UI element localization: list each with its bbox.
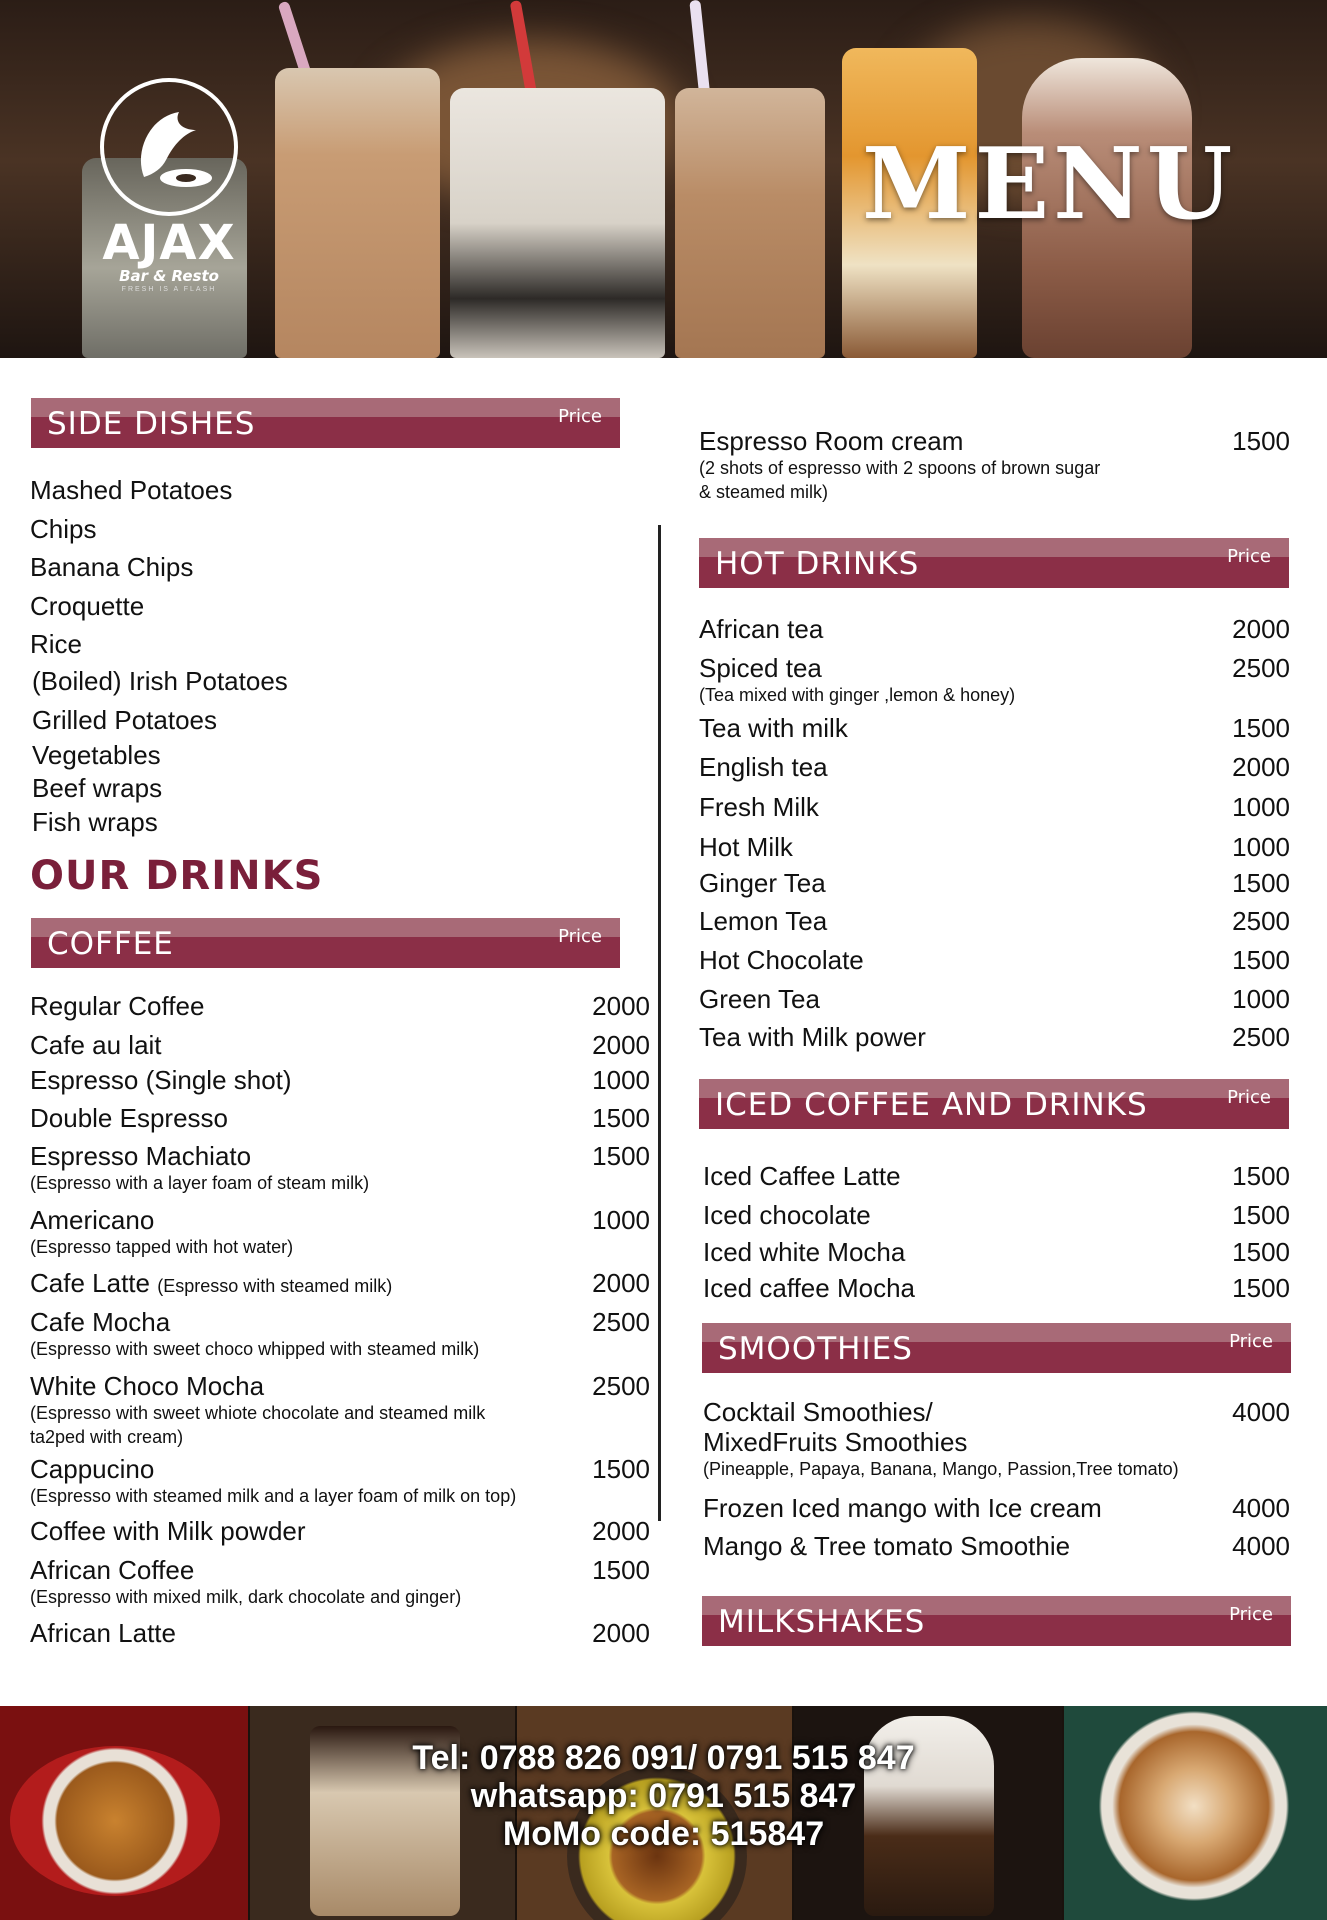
item-price: 1500 [1232, 426, 1290, 456]
brand-subtitle: Bar & Resto [119, 267, 219, 285]
item-price: 4000 [1232, 1397, 1290, 1427]
column-divider [658, 525, 661, 1521]
item-price: 1000 [592, 1065, 650, 1095]
list-item: Croquette [30, 591, 145, 621]
menu-item: Fresh Milk 1000 [699, 792, 1290, 822]
list-item: Vegetables [32, 740, 161, 770]
list-item: Rice [30, 629, 83, 659]
item-price: 1500 [592, 1141, 650, 1171]
list-item: Grilled Potatoes [32, 705, 217, 735]
item-price: 2500 [592, 1371, 650, 1401]
menu-item: Double Espresso 1500 [30, 1103, 650, 1133]
item-price: 2500 [1232, 1022, 1290, 1052]
item-price: 4000 [1232, 1531, 1290, 1561]
item-price: 2000 [592, 1268, 650, 1298]
menu-item: Frozen Iced mango with Ice cream 4000 [703, 1493, 1290, 1523]
menu-item: Tea with Milk power 2500 [699, 1022, 1290, 1052]
section-title: ICED COFFEE AND DRINKS [715, 1087, 1148, 1123]
momo-code: MoMo code: 515847 [502, 1815, 825, 1853]
menu-item: Mango & Tree tomato Smoothie 4000 [703, 1531, 1290, 1561]
item-price: 2000 [592, 1030, 650, 1060]
item-price: 1000 [1232, 792, 1290, 822]
section-bar-iced-coffee [699, 1079, 1289, 1129]
section-bar-hot-drinks [699, 538, 1289, 588]
item-price: 1500 [1232, 868, 1290, 898]
brand-tagline: FRESH IS A FLASH [121, 286, 217, 293]
contact-info [0, 1739, 1327, 1853]
menu-item: Espresso Machiato (Espresso with a layer foam of steam milk) 1500 [30, 1141, 650, 1193]
menu-item: Lemon Tea 2500 [699, 906, 1290, 936]
menu-item: Cappucino (Espresso with steamed milk and a layer foam of milk on top) 1500 [30, 1454, 650, 1506]
item-price: 1500 [592, 1103, 650, 1133]
item-description: (Espresso with mixed milk, dark chocolate and ginger) [30, 1587, 462, 1607]
item-price: 2000 [592, 1618, 650, 1648]
menu-item: Cafe Mocha (Espresso with sweet choco whipped with steamed milk) 2500 [30, 1307, 650, 1359]
item-price: 2000 [592, 1516, 650, 1546]
menu-item: English tea 2000 [699, 752, 1290, 782]
item-price: 1500 [592, 1454, 650, 1484]
menu-item: African tea 2000 [699, 614, 1290, 644]
price-header: Price [1229, 1604, 1273, 1625]
menu-item: Cafe au lait 2000 [30, 1030, 650, 1060]
logo-emblem-icon [100, 78, 238, 216]
section-bar-smoothies [702, 1323, 1291, 1373]
item-price: 2000 [592, 991, 650, 1021]
list-item: (Boiled) Irish Potatoes [32, 666, 288, 696]
price-header: Price [1227, 546, 1271, 567]
item-price: 1500 [1232, 1237, 1290, 1267]
menu-item: Regular Coffee 2000 [30, 991, 650, 1021]
whatsapp-number: whatsapp: 0791 515 847 [470, 1777, 857, 1815]
price-header: Price [1227, 1087, 1271, 1108]
item-price: 1500 [592, 1555, 650, 1585]
item-description: (Espresso with a layer foam of steam milk) [30, 1173, 370, 1193]
item-description: (Pineapple, Papaya, Banana, Mango, Passion,Tree tomato) [703, 1459, 1179, 1479]
item-description: (Tea mixed with ginger ,lemon & honey) [699, 685, 1016, 705]
menu-item: Cocktail Smoothies/ MixedFruits Smoothies (Pineapple, Papaya, Banana, Mango, Passion,Tree tomato) 4000 [703, 1397, 1290, 1479]
brand-name: AJAX [102, 215, 236, 271]
menu-item: Hot Chocolate 1500 [699, 945, 1290, 975]
menu-item: Iced chocolate 1500 [703, 1200, 1290, 1230]
item-description: ta2ped with cream) [30, 1427, 184, 1447]
item-price: 1500 [1232, 1273, 1290, 1303]
phone-numbers: Tel: 0788 826 091/ 0791 515 847 [412, 1739, 915, 1777]
section-bar-milkshakes [702, 1596, 1291, 1646]
section-title: SMOOTHIES [718, 1331, 913, 1367]
list-item: Chips [30, 514, 97, 544]
item-price: 1000 [1232, 832, 1290, 862]
item-price: 2000 [1232, 614, 1290, 644]
price-header: Price [558, 406, 602, 427]
item-price: 1500 [1232, 1200, 1290, 1230]
item-description: (Espresso tapped with hot water) [30, 1237, 294, 1257]
glass-iced-coffee-image [675, 88, 825, 358]
menu-item: Spiced tea (Tea mixed with ginger ,lemon & honey) 2500 [699, 653, 1290, 705]
menu-title: MENU [862, 127, 1237, 242]
menu-item: Iced Caffee Latte 1500 [703, 1161, 1290, 1191]
item-price: 2000 [1232, 752, 1290, 782]
header-banner [0, 0, 1327, 358]
section-title: HOT DRINKS [715, 546, 920, 582]
menu-item: Coffee with Milk powder 2000 [30, 1516, 650, 1546]
list-item: Mashed Potatoes [30, 475, 233, 505]
item-description: (Espresso with steamed milk) [157, 1276, 393, 1296]
list-item: Banana Chips [30, 552, 194, 582]
section-title: COFFEE [47, 926, 174, 962]
brand-logo [84, 78, 254, 296]
section-title: MILKSHAKES [718, 1604, 926, 1640]
item-price: 1500 [1232, 713, 1290, 743]
list-item: Beef wraps [32, 773, 163, 803]
glass-bubble-tea-image [450, 88, 665, 358]
item-price: 2500 [1232, 906, 1290, 936]
section-bar-side-dishes [31, 398, 620, 448]
item-description: (2 shots of espresso with 2 spoons of brown sugar [699, 458, 1101, 478]
menu-item: African Latte 2000 [30, 1618, 650, 1648]
section-title: SIDE DISHES [47, 406, 256, 442]
drinks-heading: OUR DRINKS [30, 853, 324, 899]
section-bar-coffee [31, 918, 620, 968]
list-item: Fish wraps [32, 807, 158, 837]
menu-item: Espresso (Single shot) 1000 [30, 1065, 650, 1095]
menu-item: Cafe Latte (Espresso with steamed milk) 2000 [30, 1268, 650, 1298]
price-header: Price [1229, 1331, 1273, 1352]
item-price: 1000 [1232, 984, 1290, 1014]
menu-item: Espresso Room cream (2 shots of espresso with 2 spoons of brown sugar & steamed milk) 1500 [699, 426, 1290, 502]
item-price: 1500 [1232, 945, 1290, 975]
item-price: 2500 [1232, 653, 1290, 683]
item-description: (Espresso with sweet whiote chocolate and steamed milk [30, 1403, 486, 1423]
menu-item: Americano (Espresso tapped with hot water) 1000 [30, 1205, 650, 1257]
item-price: 1000 [592, 1205, 650, 1235]
menu-item: White Choco Mocha (Espresso with sweet whiote chocolate and steamed milk ta2ped with cream) 2500 [30, 1371, 650, 1447]
menu-item: African Coffee (Espresso with mixed milk, dark chocolate and ginger) 1500 [30, 1555, 650, 1607]
menu-item: Iced caffee Mocha 1500 [703, 1273, 1290, 1303]
item-description: (Espresso with steamed milk and a layer foam of milk on top) [30, 1486, 517, 1506]
menu-item: Hot Milk 1000 [699, 832, 1290, 862]
menu-item: Tea with milk 1500 [699, 713, 1290, 743]
menu-item: Ginger Tea 1500 [699, 868, 1290, 898]
item-price: 2500 [592, 1307, 650, 1337]
glass-latte-image [275, 68, 440, 358]
menu-item: Iced white Mocha 1500 [703, 1237, 1290, 1267]
item-price: 1500 [1232, 1161, 1290, 1191]
menu-item: Green Tea 1000 [699, 984, 1290, 1014]
item-description: & steamed milk) [699, 482, 829, 502]
price-header: Price [558, 926, 602, 947]
item-description: (Espresso with sweet choco whipped with steamed milk) [30, 1339, 480, 1359]
item-price: 4000 [1232, 1493, 1290, 1523]
